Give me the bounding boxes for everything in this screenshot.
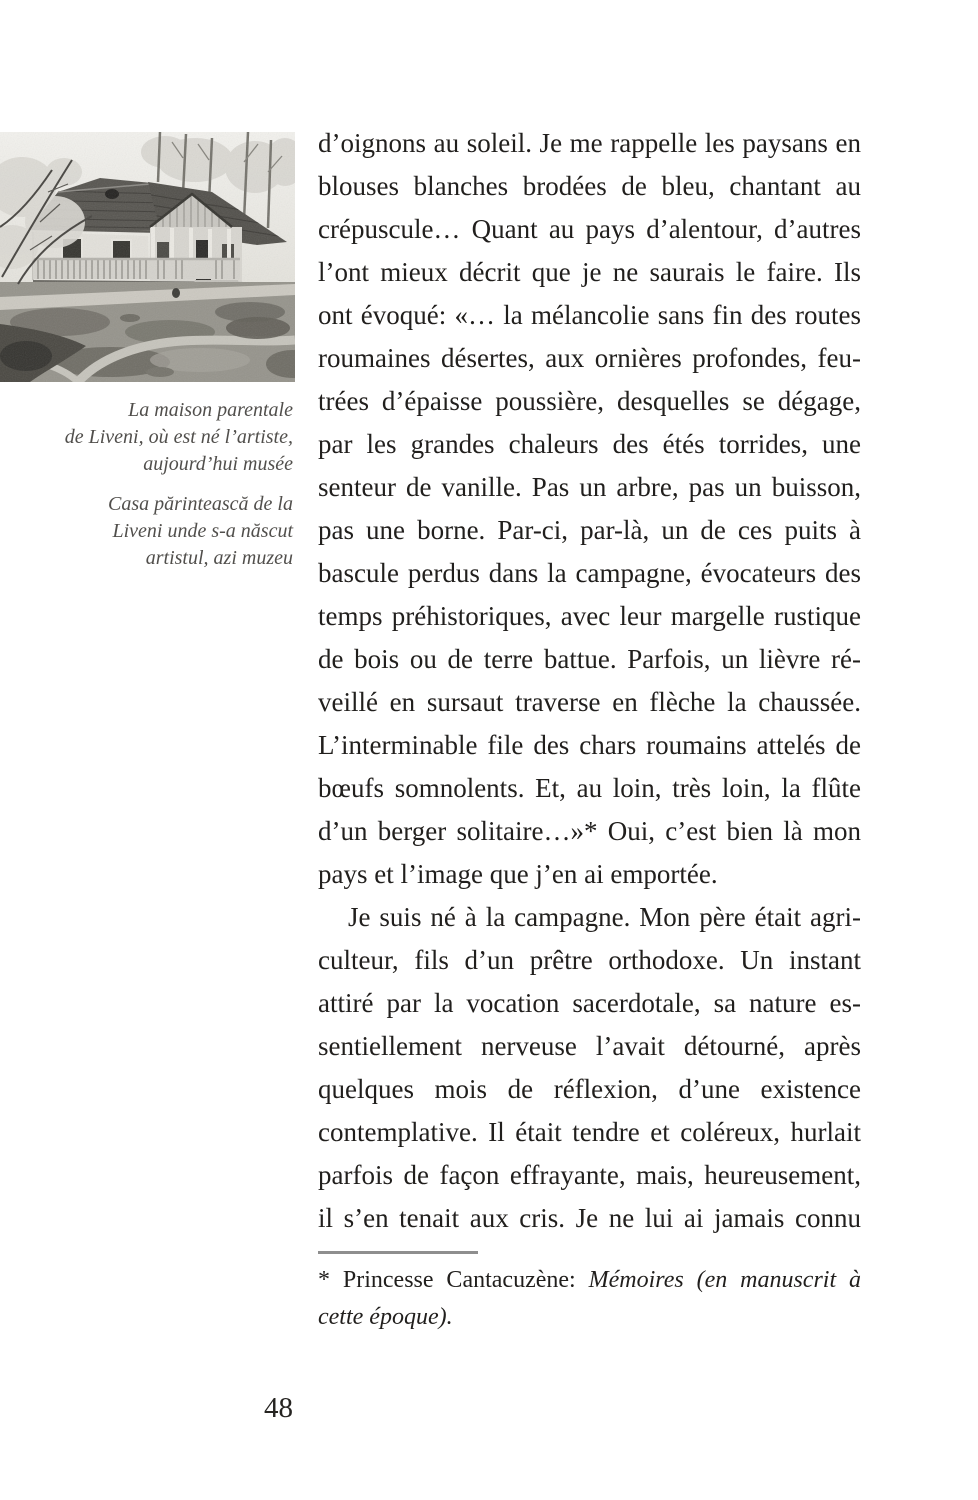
- caption-line: La maison parentale: [128, 399, 293, 421]
- footnote-line: [318, 1262, 861, 1299]
- caption-line: de Liveni, où est né l’artiste,: [64, 426, 293, 448]
- body-line: temps préhistoriques, avec leur margelle rustique: [318, 601, 861, 631]
- photo-caption: [0, 397, 293, 572]
- caption-romanian: [0, 491, 293, 572]
- footnote-rule: [318, 1251, 478, 1254]
- body-line: culteur, fils d’un prêtre orthodoxe. Un instant: [318, 945, 861, 975]
- body-line: contemplative. Il était tendre et coléreux, hurlait: [318, 1117, 861, 1147]
- caption-french: [0, 397, 293, 478]
- body-line: par les grandes chaleurs des étés torrides, une: [318, 429, 861, 459]
- caption-line: artistul, azi muzeu: [145, 547, 293, 569]
- body-line: roumaines désertes, aux ornières profondes, feu-: [318, 343, 861, 373]
- body-line: pas une borne. Par-ci, par-là, un de ces puits à: [318, 515, 861, 545]
- body-line: bascule perdus dans la campagne, évocateurs des: [318, 558, 861, 588]
- liveni-house-photo: [0, 132, 295, 382]
- body-line: ont évoqué: «… la mélancolie sans fin des routes: [318, 300, 861, 330]
- body-line: il s’en tenait aux cris. Je ne lui ai jamais connu: [318, 1203, 861, 1233]
- body-line: trées d’épaisse poussière, desquelles se dégage,: [318, 386, 861, 416]
- footnote: [318, 1262, 861, 1336]
- body-line: parfois de façon effrayante, mais, heureusement,: [318, 1160, 861, 1190]
- body-text: [318, 122, 861, 1240]
- page-number: 48: [264, 1392, 293, 1424]
- body-line: veillé en sursaut traverse en flèche la chaussée.: [318, 687, 861, 717]
- body-line: d’un berger solitaire…»* Oui, c’est bien là mon: [318, 816, 861, 846]
- body-line-paragraph-start: Je suis né à la campagne. Mon père était agri-: [348, 902, 861, 932]
- body-line: sentiellement nerveuse l’avait détourné, après: [318, 1031, 861, 1061]
- body-line: L’interminable file des chars roumains attelés de: [318, 730, 861, 760]
- footnote-work-title: Mémoires (en manuscrit à: [588, 1267, 862, 1293]
- body-line-paragraph-end: pays et l’image que j’en ai emportée.: [318, 859, 718, 889]
- body-line: de bois ou de terre battue. Parfois, un lièvre ré-: [318, 644, 861, 674]
- caption-line: aujourd’hui musée: [143, 453, 293, 475]
- caption-line: Casa părintească de la: [108, 493, 293, 515]
- body-line: quelques mois de réflexion, d’une existence: [318, 1074, 861, 1104]
- footnote-marker-and-author: * Princesse Cantacuzène:: [318, 1267, 576, 1293]
- body-line: blouses blanches brodées de bleu, chantant au: [318, 171, 861, 201]
- body-line: l’ont mieux décrit que je ne saurais le faire. Ils: [318, 257, 861, 287]
- body-line: crépuscule… Quant au pays d’alentour, d’autres: [318, 214, 861, 244]
- body-line: bœufs somnolents. Et, au loin, très loin, la flûte: [318, 773, 861, 803]
- body-line: attiré par la vocation sacerdotale, sa nature es-: [318, 988, 861, 1018]
- body-line: d’oignons au soleil. Je me rappelle les paysans en: [318, 128, 861, 158]
- caption-line: Liveni unde s-a născut: [112, 520, 293, 542]
- body-line: senteur de vanille. Pas un arbre, pas un buisson,: [318, 472, 861, 502]
- footnote-line: cette époque).: [318, 1304, 453, 1330]
